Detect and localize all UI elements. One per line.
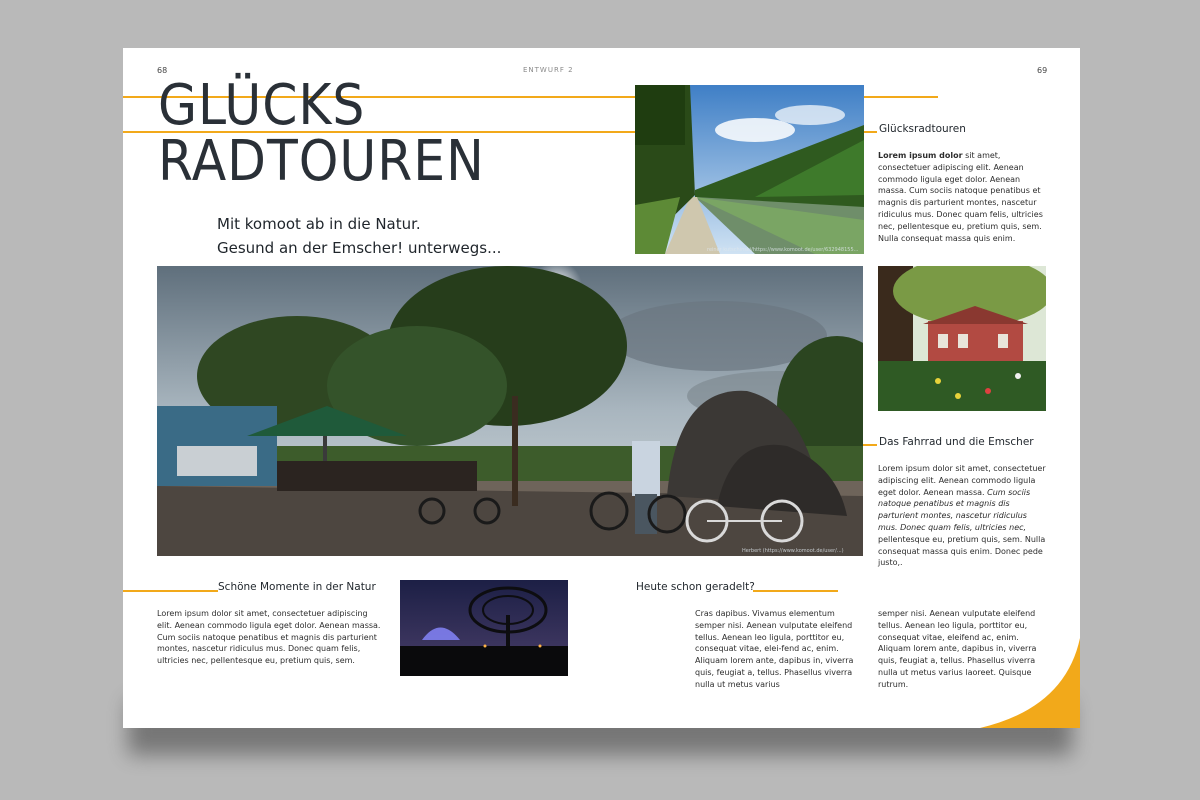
subtitle-line: Gesund an der Emscher! unterwegs... xyxy=(217,239,502,257)
subtitle xyxy=(217,212,501,260)
page-title xyxy=(158,73,485,194)
section-text: Lorem ipsum dolor sit amet, consectetuer adipiscing elit. Aenean commodo ligula eget dolor. Aenean massa. Cum sociis natoque penatibus et magnis dis parturient montes, nascetur ridiculus mus. Donec quam felis, ultricies nec, pellentesque eu, pretium quis, sem. xyxy=(157,609,381,666)
section-text xyxy=(878,463,1048,569)
section-heading: Das Fahrrad und die Emscher xyxy=(879,436,1034,448)
house-photo xyxy=(878,266,1046,411)
section-heading: Glücksradtouren xyxy=(879,123,966,135)
section-text xyxy=(878,150,1046,244)
section-heading: Heute schon geradelt? xyxy=(636,581,755,593)
photo-credit: Herbert (https://www.komoot.de/user/...) xyxy=(742,548,844,554)
lead-text: Lorem ipsum dolor xyxy=(878,151,963,160)
accent-rule xyxy=(863,444,877,446)
page-number-left: 68 xyxy=(157,66,168,75)
section-heading: Schöne Momente in der Natur xyxy=(218,581,376,593)
beergarden-photo xyxy=(157,266,863,556)
night-tree-photo xyxy=(400,580,568,676)
accent-rule xyxy=(863,131,877,133)
magazine-spread xyxy=(123,48,1080,728)
page-number-right: 69 xyxy=(1037,66,1048,75)
italic-text: Cum sociis natoque penatibus et magnis dis parturient montes, nascetur ridiculus mus. Donec quam felis, ultricies nec, xyxy=(878,487,1031,532)
accent-rule xyxy=(753,590,838,592)
page-corner-accent xyxy=(940,588,1080,728)
section-text: Cras dapibus. Vivamus elementum semper nisi. Aenean vulputate eleifend tellus. Aenean leo ligula, porttitor eu, consequat vitae, elei-fend ac, enim. Aliquam lorem ante, dapibus in, viverra quis, feugiat a, tellus. Phasellus viverra nulla ut metus varius xyxy=(695,609,854,689)
draft-label: ENTWURF 2 xyxy=(523,66,574,74)
title-line: RADTOUREN xyxy=(158,129,485,194)
photo-credit: reiner kutschinski/https://www.komoot.de/user/632948155... xyxy=(707,247,859,253)
accent-rule xyxy=(123,590,218,592)
subtitle-line: Mit komoot ab in die Natur. xyxy=(217,215,421,233)
body-text: Lorem ipsum dolor sit amet, consectetuer adipiscing elit. Aenean commodo ligula eget dolor. Aenean massa. xyxy=(878,464,1046,497)
body-text: pellentesque eu, pretium quis, sem. Nulla consequat massa quis enim. Donec pede justo,. xyxy=(878,534,1046,568)
accent-rule xyxy=(863,96,938,98)
title-line: GLÜCKS xyxy=(158,73,366,138)
body-text: sit amet, consectetuer adipiscing elit. Aenean commodo ligula eget dolor. Aenean massa. Cum sociis natoque penatibus et magnis dis parturient montes, nascetur ridiculus mus. Donec quam felis, ultricies nec, pellentesque eu, pretium quis, sem. Nulla consequat massa quis enim. xyxy=(878,151,1043,243)
section-text: semper nisi. Aenean vulputate eleifend tellus. Aenean leo ligula, porttitor eu, consequat vitae, eleifend ac, enim. Aliquam lorem ante, dapibus in, viverra quis, feugiat a, tellus. Phasellus viverra nulla ut metus varius laoreet. Quisque rutrum. xyxy=(878,609,1037,689)
canal-photo xyxy=(635,85,864,254)
